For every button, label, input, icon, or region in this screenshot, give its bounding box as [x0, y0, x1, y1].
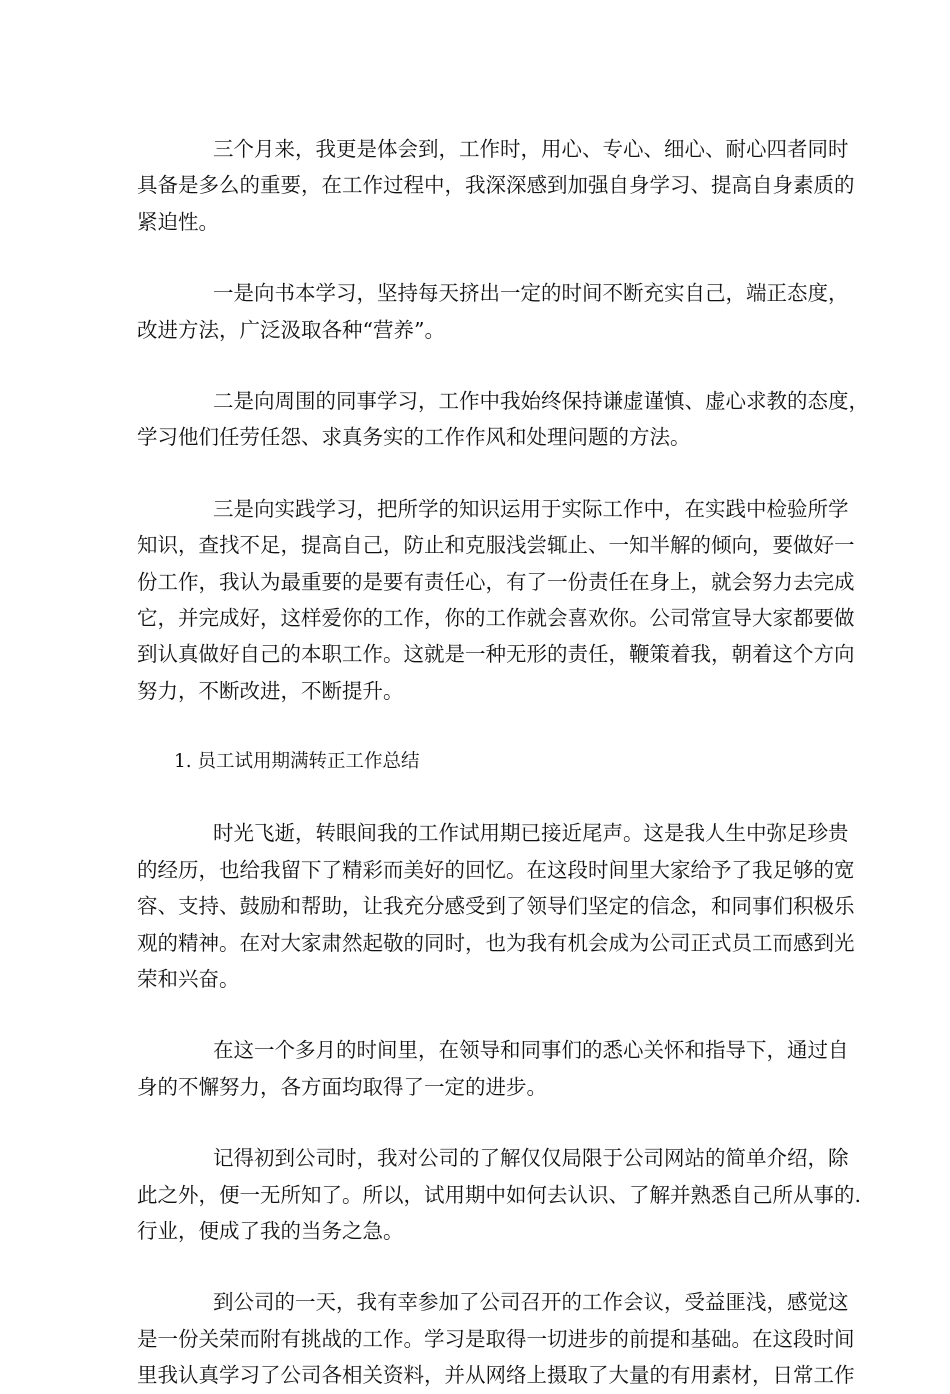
- text-line: 时光飞逝，转眼间我的工作试用期已接近尾声。这是我人生中弥足珍贵: [213, 821, 849, 846]
- paragraph: [137, 491, 855, 709]
- text-line: 在这一个多月的时间里，在领导和同事们的悉心关怀和指导下，通过自: [213, 1038, 849, 1063]
- text-line: 是一份关荣而附有挑战的工作。学习是取得一切进步的前提和基础。在这段时间: [137, 1326, 855, 1351]
- text-line: 知识，查找不足，提高自己，防止和克服浅尝辄止、一知半解的倾向，要做好一: [137, 533, 855, 558]
- text-line: 观的精神。在对大家肃然起敬的同时，也为我有机会成为公司正式员工而感到光: [137, 930, 855, 955]
- text-line: 记得初到公司时，我对公司的了解仅仅局限于公司网站的简单介绍，除: [213, 1146, 849, 1171]
- text-line: 它，并完成好，这样爱你的工作，你的工作就会喜欢你。公司常宣导大家都要做: [137, 606, 855, 631]
- paragraph: [137, 131, 855, 240]
- document-body: [137, 131, 869, 1394]
- text-line: 三个月来，我更是体会到，工作时，用心、专心、细心、耐心四者同时: [213, 137, 849, 161]
- text-line: 学习他们任劳任怨、求真务实的工作作风和处理问题的方法。: [137, 425, 691, 450]
- text-line: 三是向实践学习，把所学的知识运用于实际工作中，在实践中检验所学: [213, 496, 849, 521]
- text-line: 身的不懈努力，各方面均取得了一定的进步。: [137, 1074, 547, 1099]
- text-line: 里我认真学习了公司各相关资料，并从网络上摄取了大量的有用素材，日常工作: [137, 1363, 855, 1388]
- text-line: 努力，不断改进，不断提升。: [137, 678, 404, 703]
- paragraph: [137, 275, 849, 348]
- text-line: 具备是多么的重要，在工作过程中，我深深感到加强自身学习、提高自身素质的: [137, 173, 855, 198]
- text-line: 改进方法，广泛汲取各种“营养”。: [137, 317, 445, 342]
- paragraph: [137, 815, 855, 997]
- paragraph: [137, 1032, 849, 1105]
- text-line: 份工作，我认为最重要的是要有责任心，有了一份责任在身上，就会努力去完成: [137, 569, 855, 594]
- section-heading: 1. 员工试用期满转正工作总结: [174, 751, 420, 773]
- text-line: 的经历，也给我留下了精彩而美好的回忆。在这段时间里大家给予了我足够的宽: [137, 857, 855, 882]
- text-line: 荣和兴奋。: [137, 966, 240, 991]
- paragraph: [137, 1284, 855, 1393]
- text-line: 到公司的一天，我有幸参加了公司召开的工作会议，受益匪浅，感觉这: [213, 1290, 849, 1315]
- text-line: 到认真做好自己的本职工作。这就是一种无形的责任，鞭策着我，朝着这个方向: [137, 642, 855, 667]
- text-line: 容、支持、鼓励和帮助，让我充分感受到了领导们坚定的信念，和同事们积极乐: [137, 894, 855, 919]
- text-line: 紧迫性。: [137, 209, 219, 234]
- text-line: 一是向书本学习，坚持每天挤出一定的时间不断充实自己，端正态度，: [213, 281, 849, 306]
- text-line: 二是向周围的同事学习，工作中我始终保持谦虚谨慎、虚心求教的态度，: [213, 389, 869, 414]
- text-line: 行业，便成了我的当务之急。: [137, 1218, 404, 1243]
- paragraph: [137, 1140, 862, 1249]
- paragraph: [137, 383, 869, 456]
- text-line: 此之外，便一无所知了。所以，试用期中如何去认识、了解并熟悉自己所从事的.: [137, 1182, 862, 1207]
